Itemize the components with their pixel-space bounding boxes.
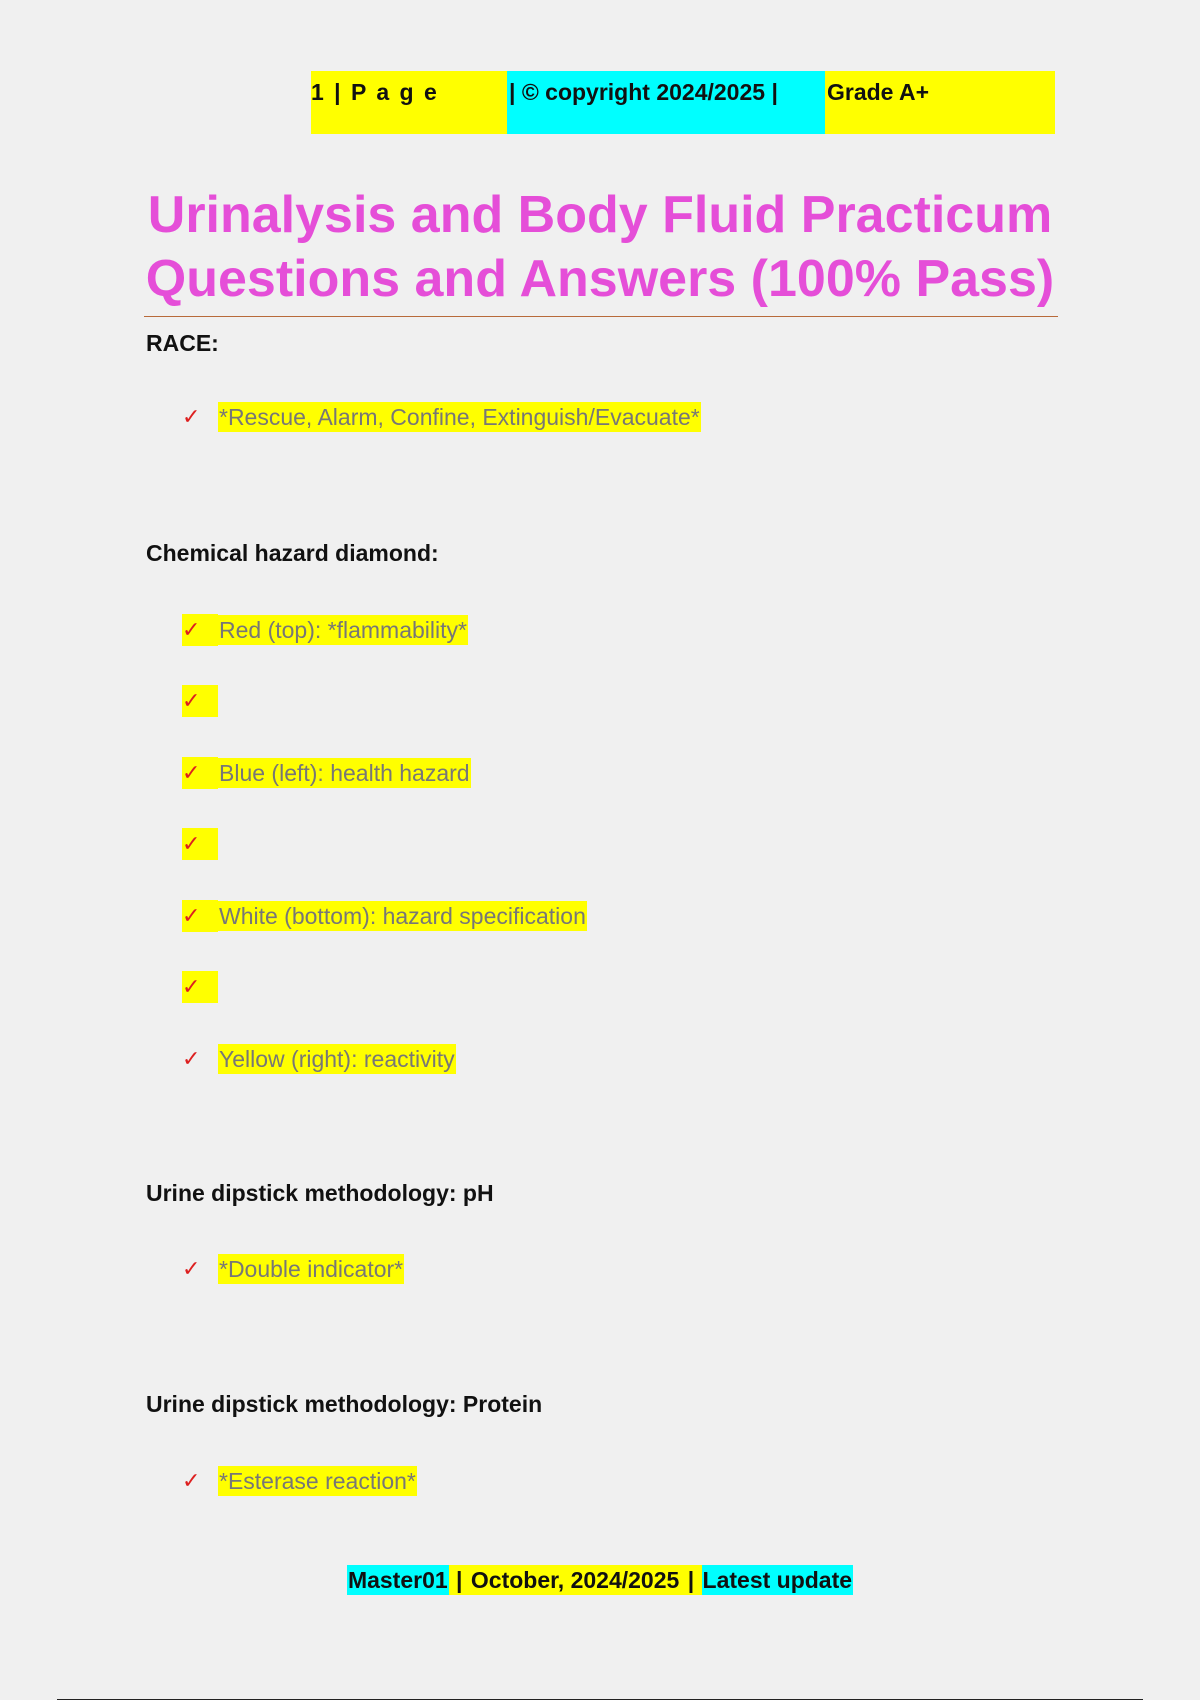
header-page-number: 1 | P a g e [311,71,507,134]
footer-separator: | [681,1567,701,1593]
answer-text: *Esterase reaction* [219,1468,416,1494]
answer-text: *Double indicator* [219,1256,404,1282]
title-divider [144,316,1058,317]
check-icon: ✓ [182,1468,201,1493]
footer-update: Latest update [702,1567,853,1593]
check-icon: ✓ [182,828,218,860]
header-copyright: | © copyright 2024/2025 | [507,71,825,134]
footer-author: Master01 [347,1567,448,1593]
footer-separator: | [449,1567,469,1593]
check-icon: ✓ [182,614,218,646]
question-dipstick-protein: Urine dipstick methodology: Protein [146,1391,543,1417]
answer-item [182,757,471,789]
answer-item [182,401,701,433]
answer-item [182,1253,404,1285]
document-title [140,183,1060,311]
answer-text: Blue (left): health hazard [219,760,470,786]
question-hazard-diamond: Chemical hazard diamond: [146,540,439,566]
page-footer [0,1567,1200,1594]
footer-date: October, 2024/2025 [470,1567,680,1593]
answer-item [182,828,218,860]
answer-item [182,1043,456,1075]
check-icon: ✓ [182,1046,201,1071]
answer-item [182,900,587,932]
check-icon: ✓ [182,404,201,429]
header-grade: Grade A+ [825,71,1055,134]
check-icon: ✓ [182,900,218,932]
check-icon: ✓ [182,685,218,717]
question-race: RACE: [146,330,219,356]
answer-text: *Rescue, Alarm, Confine, Extinguish/Evacuate* [219,404,700,430]
check-icon: ✓ [182,757,218,789]
answer-item [182,614,468,646]
answer-text: White (bottom): hazard specification [219,903,586,929]
title-line-1: Urinalysis and Body Fluid Practicum [147,186,1053,244]
check-icon: ✓ [182,971,218,1003]
title-line-2: Questions and Answers (100% Pass) [145,250,1055,308]
answer-item [182,971,218,1003]
answer-item [182,685,218,717]
question-dipstick-ph: Urine dipstick methodology: pH [146,1180,494,1206]
answer-text: Red (top): *flammability* [219,617,467,643]
check-icon: ✓ [182,1256,201,1281]
answer-item [182,1465,417,1497]
answer-text: Yellow (right): reactivity [219,1046,455,1072]
